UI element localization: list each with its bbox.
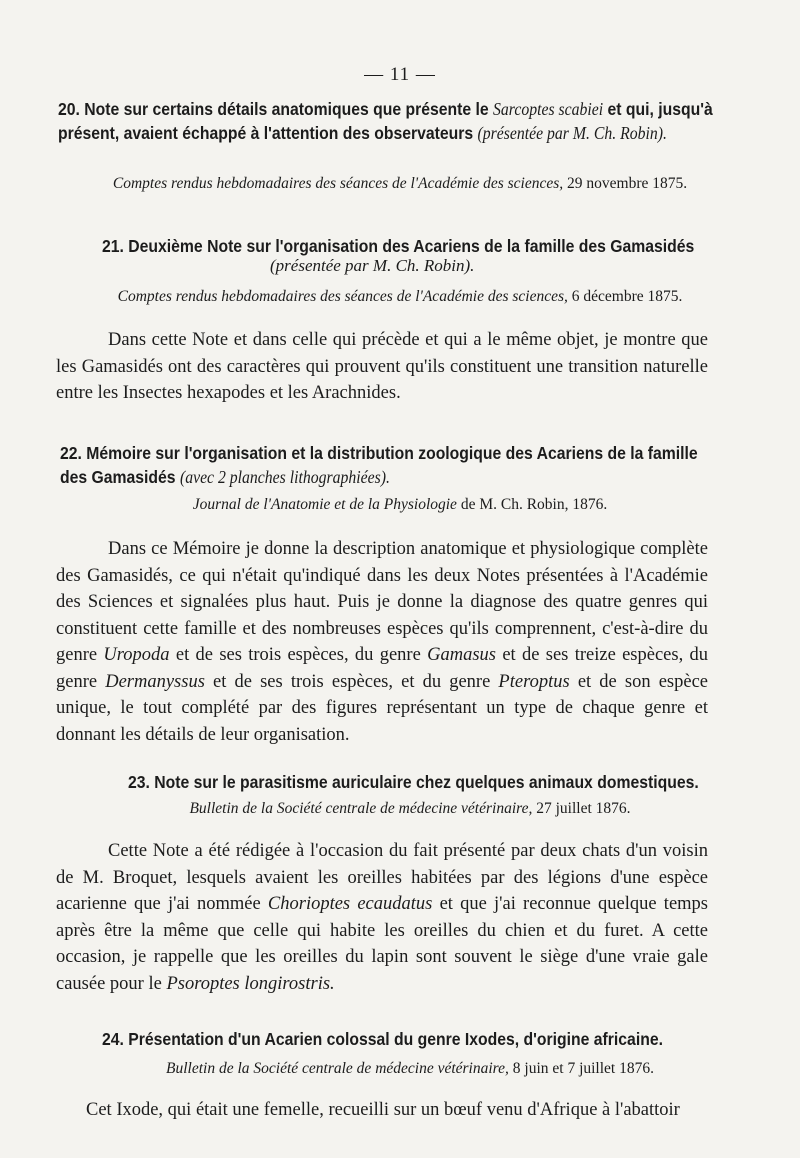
entry-21-title: [102, 234, 723, 258]
species-name: Sarcoptes scabiei: [493, 99, 604, 119]
entry-23-title: [128, 770, 722, 794]
entry-number: 22.: [60, 443, 82, 463]
species-name: Psoroptes longirostris.: [166, 973, 335, 994]
entry-23-source: [100, 800, 720, 818]
entry-number: 20.: [58, 99, 80, 119]
source-date: 6 décembre 1875.: [571, 288, 683, 305]
entry-22-title: [60, 441, 724, 489]
body-text: et que j'ai reconnue quelque temps après être la même que celle qui habite les oreilles du chien et du furet. A cette occasion, je rappelle que les oreilles du lapin sont souvent le siège d'une vraie gale causée pour le: [56, 894, 708, 994]
entry-21-body: Dans cette Note et dans celle qui précède et qui a le même objet, je montre que les Gamasidés ont des caractères qui prouvent qu'ils constituent une transition naturelle entre les Insectes hexapodes et les Arachnides.: [56, 330, 708, 403]
body-text: et de ses treize espèces, du genre: [56, 645, 709, 692]
entry-number: 23.: [128, 772, 150, 792]
source-journal: Comptes rendus hebdomadaires des séances de l'Académie des sciences,: [112, 175, 564, 192]
source-journal: Journal de l'Anatomie et de la Physiologie: [192, 496, 457, 513]
genus-name: Gamasus: [427, 645, 496, 665]
entry-20-source: [90, 175, 710, 193]
entry-24-body: Cet Ixode, qui était une femelle, recueilli sur un bœuf venu d'Afrique à l'abattoir: [86, 1100, 680, 1120]
entry-24-source: [100, 1060, 720, 1078]
source-date: de M. Ch. Robin, 1876.: [460, 496, 608, 513]
entry-title: Deuxième Note sur l'organisation des Acariens de la famille des Gamasidés: [128, 236, 695, 256]
body-text: et de son espèce unique, le tout complété par des figures représentant un type de chaque genre et donnant les détails de leur organisation.: [56, 671, 708, 745]
entry-title: Mémoire sur l'organisation et la distribution zoologique des Acariens de la famille des Gamasidés: [60, 443, 698, 487]
source-date: 29 novembre 1875.: [567, 175, 688, 192]
entry-23-body: [56, 838, 708, 997]
entry-21-note: (présentée par M. Ch. Robin).: [270, 256, 475, 275]
entry-number: 21.: [102, 236, 124, 256]
source-date: 27 juillet 1876.: [536, 800, 631, 817]
entry-22-source: [90, 496, 710, 514]
entry-20-title: [58, 97, 742, 145]
source-date: 8 juin et 7 juillet 1876.: [512, 1060, 654, 1077]
source-journal: Bulletin de la Société centrale de médecine vétérinaire,: [166, 1060, 509, 1077]
genus-name: Uropoda: [103, 645, 170, 665]
entry-title: Présentation d'un Acarien colossal du genre Ixodes, d'origine africaine.: [128, 1029, 663, 1049]
entry-title-continued: et qui, jusqu'à présent, avaient échappé à l'attention des observateurs: [58, 99, 713, 143]
genus-name: Pteroptus: [498, 671, 570, 692]
entry-24-title: [102, 1027, 723, 1051]
body-text: et de ses trois espèces, du genre: [175, 645, 421, 665]
page-number: — 11 —: [364, 64, 436, 85]
entry-presentation-note: (présentée par M. Ch. Robin).: [477, 123, 667, 143]
entry-22-body: [56, 536, 708, 748]
entry-title: Note sur le parasitisme auriculaire chez quelques animaux domestiques.: [154, 772, 699, 792]
entry-21-source: [90, 288, 710, 306]
entry-presentation-note: (avec 2 planches lithographiées).: [179, 467, 390, 487]
entry-number: 24.: [102, 1029, 124, 1049]
source-journal: Comptes rendus hebdomadaires des séances de l'Académie des sciences,: [117, 288, 568, 305]
entry-title: Note sur certains détails anatomiques que présente le: [84, 99, 489, 119]
body-text: Cette Note a été rédigée à l'occasion du fait présenté par deux chats d'un voisin de M. Broquet, lesquels avaient les oreilles habitées par des légions d'une espèce acarienne que j'ai nommée: [56, 841, 708, 914]
body-text: et de ses trois espèces, et du genre: [213, 671, 491, 692]
species-name: Chorioptes ecaudatus: [267, 894, 433, 914]
genus-name: Dermanyssus: [105, 671, 205, 692]
source-journal: Bulletin de la Société centrale de médecine vétérinaire,: [189, 800, 533, 817]
body-text: Dans ce Mémoire je donne la description anatomique et physiologique complète des Gamasidés, ce qui n'était qu'indiqué dans les deux Notes présentées à l'Académie des Sciences et signalées plus haut. Puis je donne la diagnose des quatre genres qui constituent cette famille et des nombreuses espèces qu'ils comprennent, c'est-à-dire du genre: [56, 539, 708, 665]
